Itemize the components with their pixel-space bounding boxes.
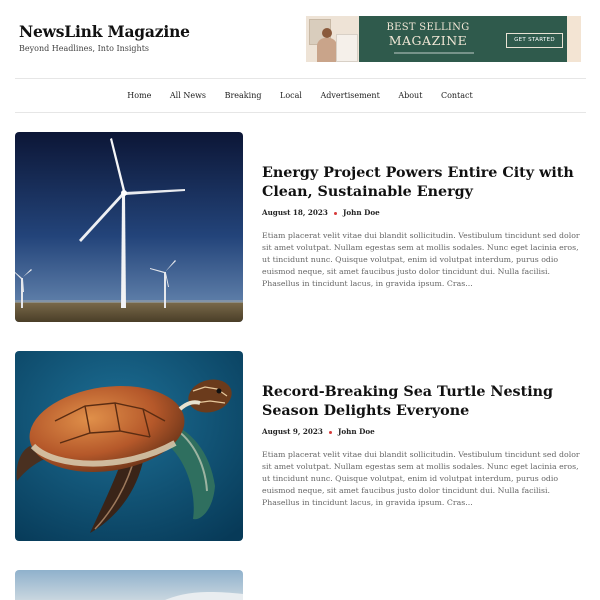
nav-item-contact[interactable]: Contact — [440, 91, 473, 100]
nav-item-advertisement[interactable]: Advertisement — [320, 91, 380, 100]
ad-photo-person — [317, 38, 337, 62]
ad-corner-decoration — [567, 16, 581, 62]
separator-dot-icon — [329, 431, 332, 434]
nav-item-about[interactable]: About — [398, 91, 423, 100]
nav-item-local[interactable]: Local — [280, 91, 302, 100]
ad-photo — [306, 16, 359, 62]
ad-photo-head — [322, 28, 332, 38]
banner-ad[interactable] — [306, 16, 581, 62]
article-date: August 18, 2023 — [262, 208, 328, 217]
wind-turbine-image — [15, 132, 243, 322]
site-title[interactable]: NewsLink Magazine — [19, 22, 190, 41]
separator-dot-icon — [334, 212, 337, 215]
article-author[interactable]: John Doe — [342, 208, 380, 217]
article-thumbnail-wind-turbines[interactable] — [15, 132, 243, 322]
article-date: August 9, 2023 — [262, 427, 323, 436]
article-title[interactable]: Record-Breaking Sea Turtle Nesting Season Delights Everyone — [262, 384, 554, 419]
article-excerpt: Etiam placerat velit vitae dui blandit sollicitudin. Vestibulum tincidunt sed dolor sit amet volutpat. Nullam egestas sem at mollis sodales. Nunc eget lacinia eros, ut tincidunt nunc. Quisque volutpat, enim id volutpat interdum, purus odio euismod neque, sit amet faucibus justo dolor tincidunt dui. Nulla facilisi. Phasellus in tincidunt lacus, in gravida ipsum. Cras... — [262, 231, 580, 289]
ad-get-started-button[interactable]: GET STARTED — [506, 33, 563, 48]
article-title[interactable]: Energy Project Powers Entire City with Clean, Sustainable Energy — [262, 165, 574, 200]
article-image-partial — [15, 570, 243, 600]
article-meta — [262, 208, 380, 217]
site-tagline: Beyond Headlines, Into Insights — [19, 44, 150, 53]
ad-line2: MAGAZINE — [388, 33, 468, 48]
article-author[interactable]: John Doe — [337, 427, 375, 436]
nav-item-breaking[interactable]: Breaking — [224, 91, 262, 100]
site-header — [0, 0, 600, 78]
divider — [15, 112, 586, 113]
ad-photo-magazine — [336, 34, 358, 62]
article-thumbnail-sea-turtle[interactable] — [15, 351, 243, 541]
sea-turtle-image — [15, 351, 243, 541]
nav-item-home[interactable]: Home — [127, 91, 152, 100]
article-excerpt: Etiam placerat velit vitae dui blandit sollicitudin. Vestibulum tincidunt sed dolor sit amet volutpat. Nullam egestas sem at mollis sodales. Nunc eget lacinia eros, ut tincidunt nunc. Quisque volutpat, enim id volutpat interdum, purus odio euismod neque, sit amet faucibus justo dolor tincidunt dui. Nulla facilisi. Phasellus in tincidunt lacus, in gravida ipsum. Cras... — [262, 450, 580, 508]
main-nav — [0, 86, 600, 106]
ad-fine-print — [394, 52, 474, 54]
nav-item-all-news[interactable]: All News — [169, 91, 207, 100]
article-thumbnail-partial[interactable] — [15, 570, 243, 600]
divider — [15, 78, 586, 79]
ad-line1: BEST SELLING — [386, 22, 470, 33]
article-meta — [262, 427, 375, 436]
